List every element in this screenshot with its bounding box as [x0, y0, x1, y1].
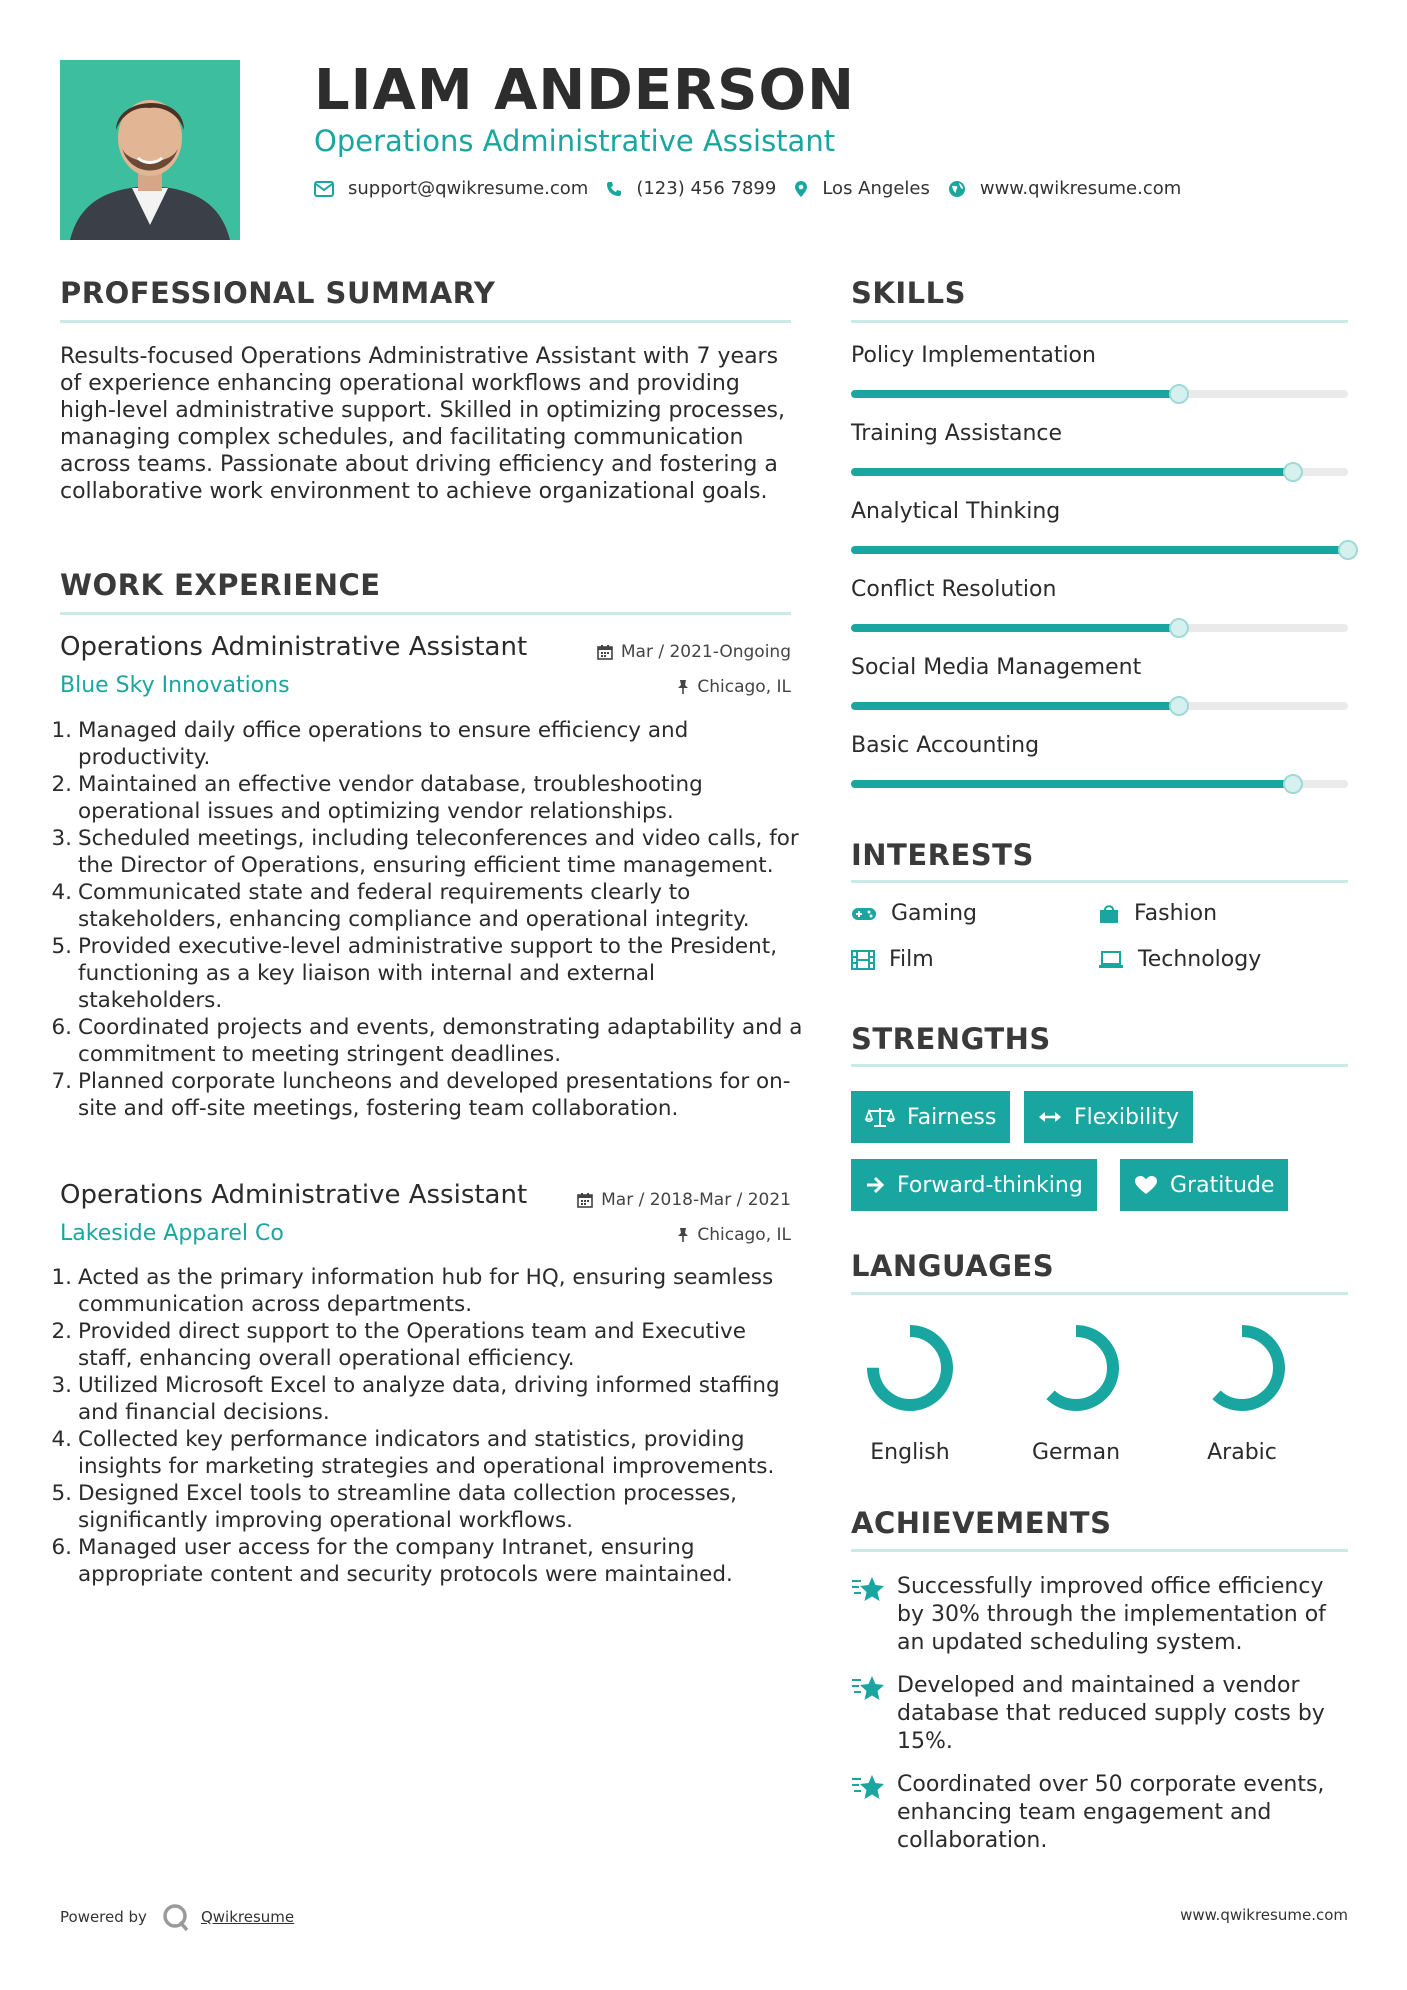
envelope-icon: [314, 181, 334, 197]
list-item: 5. Provided executive-level administrative support to the President, functioning as a key liaison with internal and external stakeholders.: [51, 934, 778, 1013]
strength-label: Forward-thinking: [897, 1172, 1083, 1198]
company-name: Lakeside Apparel Co: [60, 1221, 284, 1246]
skill-bar: [851, 702, 1348, 710]
list-item: 3. Scheduled meetings, including teleconferences and video calls, for the Director of Operations, ensuring efficient time management.: [51, 826, 799, 878]
skill-bar: [851, 780, 1348, 788]
experience-heading: WORK EXPERIENCE: [60, 568, 381, 602]
job-date: [597, 642, 791, 662]
strengths-heading: STRENGTHS: [851, 1022, 1051, 1056]
interest-label: Film: [889, 947, 934, 972]
gamepad-icon: [851, 906, 877, 922]
email-text: support@qwikresume.com: [348, 178, 589, 199]
job-location: [677, 677, 791, 697]
strengths-divider: [851, 1064, 1348, 1067]
balance-scale-icon: [865, 1106, 895, 1128]
strength-label: Flexibility: [1074, 1104, 1179, 1130]
arrows-horizontal-icon: [1038, 1110, 1062, 1124]
map-marker-icon: [794, 180, 808, 198]
skill-bar-knob: [1169, 696, 1189, 716]
job-date-text: Mar / 2021-Ongoing: [620, 642, 791, 662]
language-ring: [1026, 1318, 1126, 1418]
phone-text: (123) 456 7899: [636, 178, 777, 199]
contact-website[interactable]: [948, 178, 1181, 199]
strength-badge: [1120, 1159, 1288, 1211]
interest-item: [1098, 947, 1261, 972]
skill-label: Conflict Resolution: [851, 577, 1057, 602]
person-avatar-icon: [60, 60, 240, 240]
list-item: 6. Managed user access for the company Intranet, ensuring appropriate content and security protocols were maintained.: [51, 1535, 733, 1587]
strength-label: Gratitude: [1170, 1172, 1275, 1198]
footer-powered-by: [60, 1902, 294, 1932]
skill-bar-fill: [851, 468, 1293, 476]
skill-bar: [851, 546, 1348, 554]
skill-bar: [851, 390, 1348, 398]
language-item: [845, 1318, 975, 1465]
strength-badge: [1024, 1091, 1193, 1143]
skill-bar-knob: [1169, 384, 1189, 404]
achievement-item: [851, 1573, 1351, 1657]
language-label: Arabic: [1207, 1440, 1277, 1465]
contact-location: [794, 178, 930, 199]
language-ring: [1192, 1318, 1292, 1418]
skill-bar-knob: [1283, 774, 1303, 794]
list-item: 6. Coordinated projects and events, demonstrating adaptability and a commitment to meeting stringent deadlines.: [51, 1015, 803, 1067]
phone-icon: [606, 181, 622, 197]
language-item: [1011, 1318, 1141, 1465]
skill-bar-knob: [1283, 462, 1303, 482]
list-item: 1. Acted as the primary information hub for HQ, ensuring seamless communication across departments.: [51, 1265, 774, 1317]
pushpin-icon: [677, 679, 689, 695]
summary-text: Results-focused Operations Administrative Assistant with 7 years of experience enhancing operational workflows and providing high-level administrative support. Skilled in optimizing processes, managing complex schedules, and facilitating communication across teams. Passionate about driving efficiency and fostering a collaborative work environment to achieve organizational goals.: [60, 344, 785, 504]
list-item: 3. Utilized Microsoft Excel to analyze data, driving informed staffing and financial decisions.: [51, 1373, 780, 1425]
interests-heading: INTERESTS: [851, 838, 1034, 872]
job-title: Operations Administrative Assistant: [60, 1180, 528, 1210]
skill-bar: [851, 624, 1348, 632]
language-label: German: [1031, 1440, 1121, 1465]
qwikresume-logo-icon: [161, 1902, 191, 1932]
interest-label: Technology: [1138, 947, 1262, 972]
achievement-text: Successfully improved office efficiency by 30% through the implementation of an updated scheduling system.: [897, 1574, 1326, 1655]
powered-by-text: Powered by: [60, 1908, 147, 1926]
skill-bar-fill: [851, 390, 1179, 398]
job-responsibilities: [50, 717, 805, 1122]
skill-label: Training Assistance: [851, 421, 1063, 446]
skill-bar-fill: [851, 546, 1348, 554]
job-location: [677, 1225, 791, 1245]
calendar-icon: [597, 644, 613, 660]
interest-item: [851, 901, 977, 926]
globe-icon: [948, 180, 966, 198]
achievements-heading: ACHIEVEMENTS: [851, 1506, 1112, 1540]
contact-phone[interactable]: [606, 178, 776, 199]
film-icon: [851, 950, 875, 970]
language-item: [1177, 1318, 1307, 1465]
job-location-text: Chicago, IL: [697, 1225, 791, 1245]
calendar-icon: [577, 1192, 593, 1208]
languages-heading: LANGUAGES: [851, 1249, 1055, 1283]
achievement-item: [851, 1672, 1351, 1756]
qwikresume-link[interactable]: Qwikresume: [200, 1908, 295, 1926]
job-date: [577, 1190, 791, 1210]
laptop-icon: [1098, 951, 1124, 969]
achievements-divider: [851, 1549, 1348, 1552]
summary-divider: [60, 320, 791, 323]
language-label: English: [870, 1440, 950, 1465]
list-item: 5. Designed Excel tools to streamline data collection processes, significantly improving operational workflows.: [51, 1481, 738, 1533]
job-date-text: Mar / 2018-Mar / 2021: [601, 1190, 791, 1210]
shopping-bag-icon: [1098, 903, 1120, 925]
interest-label: Gaming: [891, 901, 977, 926]
interest-item: [1098, 901, 1217, 926]
heart-icon: [1134, 1175, 1158, 1195]
skill-bar-knob: [1169, 618, 1189, 638]
shooting-star-icon: [851, 1575, 885, 1603]
skill-bar-fill: [851, 702, 1179, 710]
job-title: Operations Administrative Assistant: [60, 632, 528, 662]
strength-badge: [851, 1159, 1097, 1211]
summary-heading: PROFESSIONAL SUMMARY: [60, 276, 496, 310]
skill-bar: [851, 468, 1348, 476]
arrow-right-icon: [865, 1176, 885, 1194]
achievement-item: [851, 1771, 1351, 1855]
job-location-text: Chicago, IL: [697, 677, 791, 697]
skill-label: Policy Implementation: [851, 343, 1096, 368]
contact-email[interactable]: [314, 178, 588, 199]
location-text: Los Angeles: [822, 178, 930, 199]
candidate-name: LIAM ANDERSON: [314, 58, 855, 123]
skill-label: Social Media Management: [851, 655, 1142, 680]
footer-website[interactable]: www.qwikresume.com: [1180, 1906, 1348, 1924]
list-item: 1. Managed daily office operations to ensure efficiency and productivity.: [51, 718, 689, 770]
skills-heading: SKILLS: [851, 276, 966, 310]
strength-badge: [851, 1091, 1010, 1143]
website-text: www.qwikresume.com: [979, 178, 1182, 199]
interest-item: [851, 947, 934, 972]
list-item: 7. Planned corporate luncheons and developed presentations for on-site and off-site meetings, fostering team collaboration.: [51, 1069, 791, 1121]
language-ring: [860, 1318, 960, 1418]
skill-label: Analytical Thinking: [851, 499, 1061, 524]
pushpin-icon: [677, 1227, 689, 1243]
list-item: 2. Maintained an effective vendor database, troubleshooting operational issues and optimizing vendor relationships.: [51, 772, 703, 824]
profile-photo: [60, 60, 240, 240]
shooting-star-icon: [851, 1773, 885, 1801]
achievement-text: Coordinated over 50 corporate events, enhancing team engagement and collaboration.: [897, 1772, 1325, 1853]
languages-divider: [851, 1292, 1348, 1295]
skill-bar-knob: [1338, 540, 1358, 560]
achievement-text: Developed and maintained a vendor database that reduced supply costs by 15%.: [897, 1673, 1325, 1754]
experience-divider: [60, 612, 791, 615]
company-name: Blue Sky Innovations: [60, 673, 290, 698]
interests-divider: [851, 880, 1348, 883]
list-item: 2. Provided direct support to the Operations team and Executive staff, enhancing overall operational efficiency.: [51, 1319, 746, 1371]
skills-divider: [851, 320, 1348, 323]
list-item: 4. Communicated state and federal requirements clearly to stakeholders, enhancing compliance and operational integrity.: [51, 880, 750, 932]
contact-bar: [314, 178, 1199, 199]
job-responsibilities: [50, 1264, 805, 1588]
skill-bar-fill: [851, 624, 1179, 632]
list-item: 4. Collected key performance indicators and statistics, providing insights for marketing strategies and operational improvements.: [51, 1427, 775, 1479]
shooting-star-icon: [851, 1674, 885, 1702]
skill-label: Basic Accounting: [851, 733, 1040, 758]
candidate-role: Operations Administrative Assistant: [314, 124, 836, 158]
strength-label: Fairness: [907, 1104, 997, 1130]
interest-label: Fashion: [1134, 901, 1218, 926]
skill-bar-fill: [851, 780, 1293, 788]
